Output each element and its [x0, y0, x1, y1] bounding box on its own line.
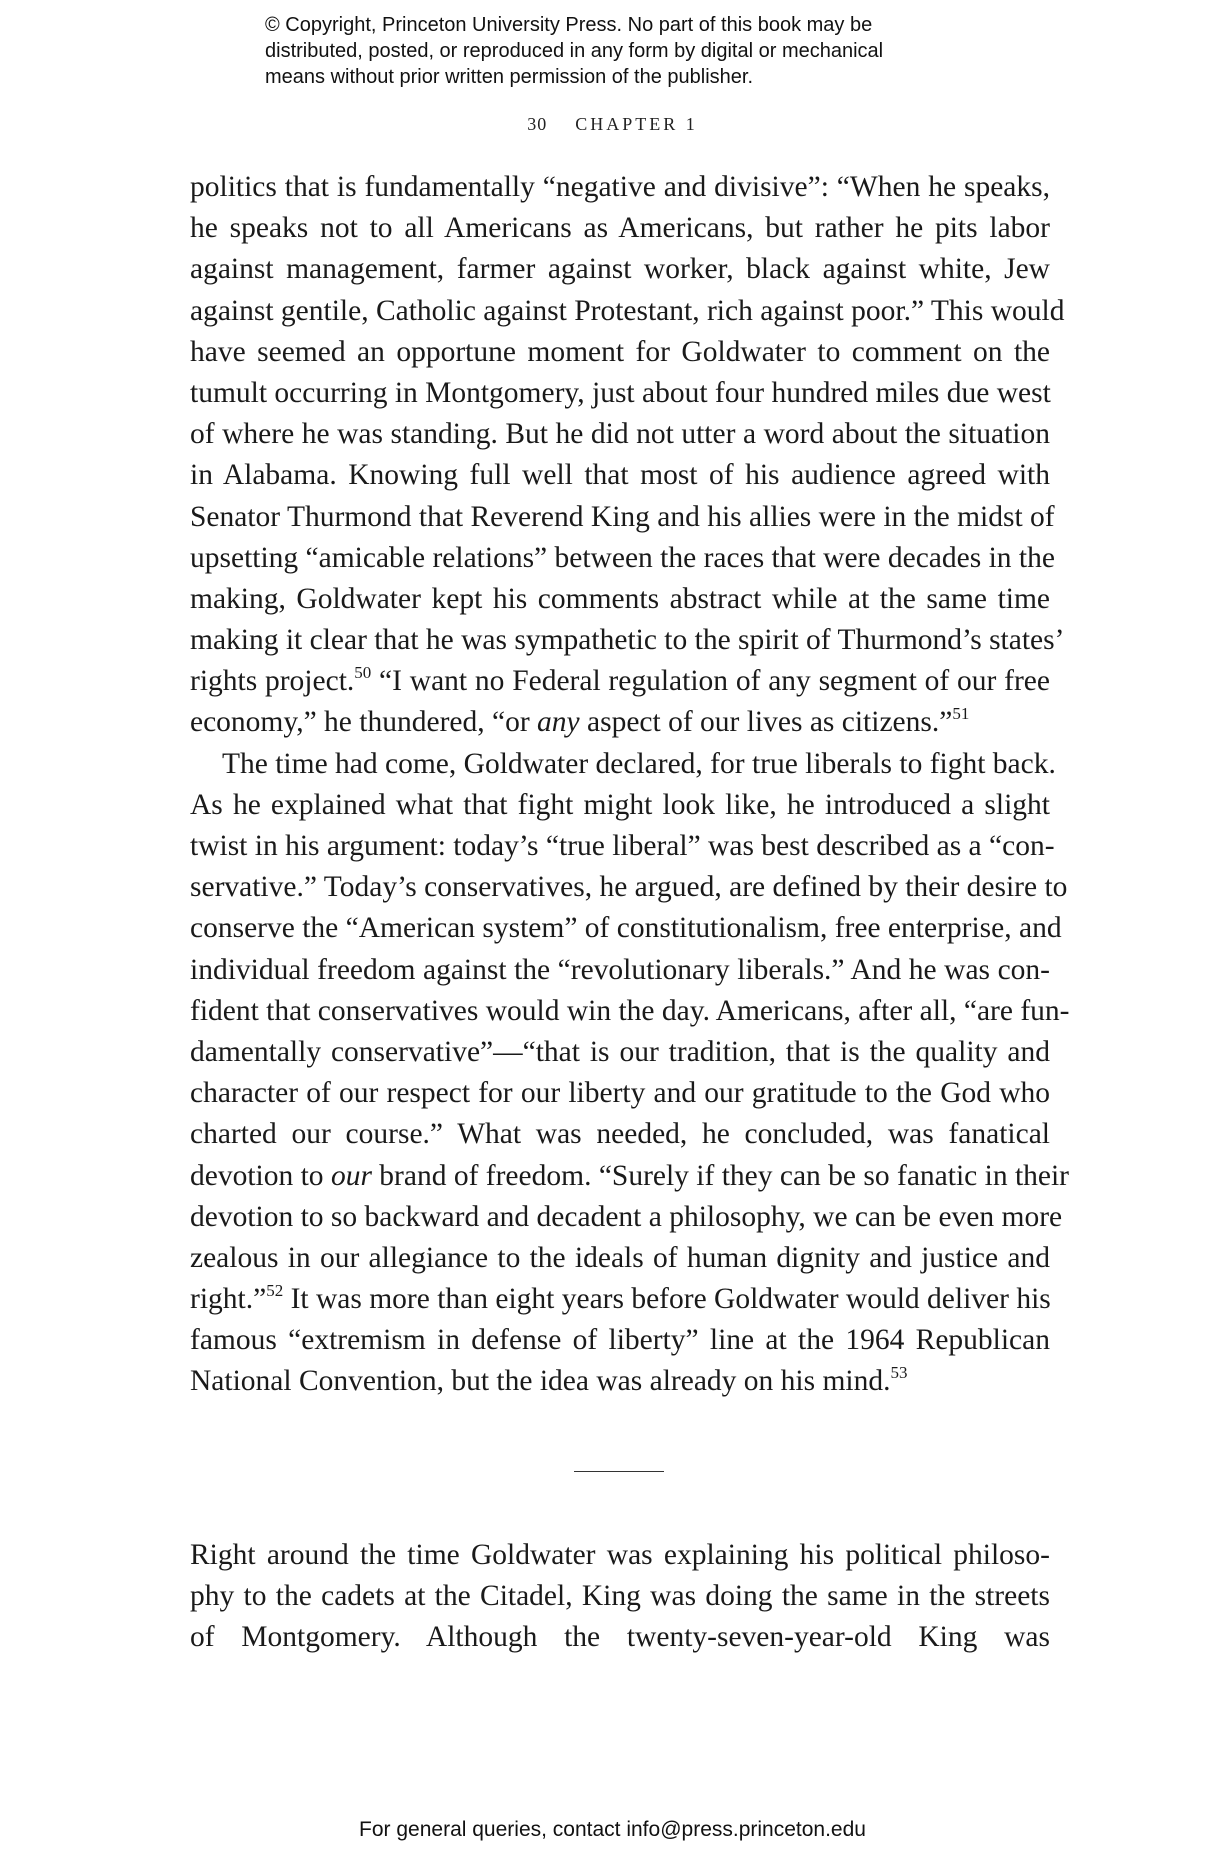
text-line: damentally conservative”—“that is our tradition, that is the quality and: [190, 1035, 1050, 1068]
text-line: making it clear that he was sympathetic to the spirit of Thurmond’s states’: [190, 624, 1065, 657]
body-text: [190, 167, 1070, 1403]
text-run: “I want no Federal regulation of any segment of our free: [371, 665, 1050, 698]
text-line: individual freedom against the “revolutionary liberals.” And he was con-: [190, 953, 1050, 986]
text-line: famous “extremism in defense of liberty” line at the 1964 Republican: [190, 1324, 1050, 1357]
text-line: fident that conservatives would win the day. Americans, after all, “are fun-: [190, 994, 1070, 1027]
text-line: charted our course.” What was needed, he concluded, was fanatical: [190, 1118, 1050, 1151]
emphasis: any: [537, 706, 580, 739]
text-line: [190, 702, 1050, 743]
text-run: right.”: [190, 1283, 267, 1316]
text-line: zealous in our allegiance to the ideals of human dignity and justice and: [190, 1241, 1050, 1274]
text-line: he speaks not to all Americans as Americans, but rather he pits labor: [190, 212, 1050, 245]
text-line: of where he was standing. But he did not utter a word about the situation: [190, 418, 1050, 451]
section-break-rule: [574, 1471, 664, 1472]
footnote-ref-52: 52: [266, 1281, 284, 1301]
text-line: Senator Thurmond that Reverend King and his allies were in the midst of: [190, 500, 1055, 533]
text-line: politics that is fundamentally “negative and divisive”: “When he speaks,: [190, 171, 1050, 203]
text-line: phy to the cadets at the Citadel, King was doing the same in the streets: [190, 1580, 1050, 1613]
text-line: upsetting “amicable relations” between the races that were decades in the: [190, 541, 1055, 574]
text-line: The time had come, Goldwater declared, for true liberals to fight back.: [222, 747, 1056, 780]
footnote-ref-50: 50: [354, 663, 372, 683]
text-run: rights project.: [190, 665, 355, 698]
text-line: [190, 1156, 1070, 1197]
text-line: [190, 1361, 1050, 1402]
text-run: brand of freedom. “Surely if they can be so fanatic in their: [371, 1159, 1070, 1192]
text-line: [190, 1279, 1050, 1320]
copyright-line: distributed, posted, or reproduced in any form by digital or mechanical: [265, 40, 884, 62]
emphasis: our: [330, 1159, 372, 1192]
text-line: of Montgomery. Although the twenty-seven-year-old King was: [190, 1621, 1050, 1654]
text-run: economy,” he thundered, “or: [190, 706, 538, 739]
footnote-ref-51: 51: [952, 704, 970, 724]
body-text-continued: [190, 1535, 1050, 1659]
text-line: servative.” Today’s conservatives, he argued, are defined by their desire to: [190, 871, 1068, 904]
text-line: in Alabama. Knowing full well that most of his audience agreed with: [190, 459, 1050, 492]
copyright-line: © Copyright, Princeton University Press. No part of this book may be: [265, 14, 873, 36]
text-run: devotion to: [190, 1159, 331, 1192]
copyright-line: means without prior written permission of the publisher.: [265, 66, 754, 88]
text-line: character of our respect for our liberty and our gratitude to the God who: [190, 1077, 1050, 1110]
text-run: It was more than eight years before Goldwater would deliver his: [283, 1283, 1051, 1316]
text-line: [190, 661, 1050, 702]
footer-contact: For general queries, contact info@press.princeton.edu: [359, 1818, 866, 1841]
text-line: conserve the “American system” of constitutionalism, free enterprise, and: [190, 912, 1062, 945]
text-run: National Convention, but the idea was already on his mind.: [190, 1365, 891, 1398]
running-head: [0, 114, 1225, 135]
text-line: against gentile, Catholic against Protestant, rich against poor.” This would: [190, 294, 1065, 327]
text-line: against management, farmer against worker, black against white, Jew: [190, 253, 1050, 286]
text-line: As he explained what that fight might look like, he introduced a slight: [190, 788, 1050, 821]
text-line: making, Goldwater kept his comments abstract while at the same time: [190, 582, 1050, 615]
chapter-label: CHAPTER 1: [575, 114, 698, 134]
page-number: 30: [527, 114, 548, 134]
text-line: have seemed an opportune moment for Goldwater to comment on the: [190, 335, 1050, 368]
text-line: Right around the time Goldwater was explaining his political philoso-: [190, 1539, 1050, 1571]
text-line: devotion to so backward and decadent a philosophy, we can be even more: [190, 1200, 1063, 1233]
text-line: twist in his argument: today’s “true liberal” was best described as a “con-: [190, 830, 1055, 862]
text-run: aspect of our lives as citizens.”: [579, 706, 953, 739]
footnote-ref-53: 53: [890, 1363, 908, 1383]
text-line: tumult occurring in Montgomery, just about four hundred miles due west: [190, 376, 1051, 409]
copyright-notice: [265, 12, 1025, 90]
